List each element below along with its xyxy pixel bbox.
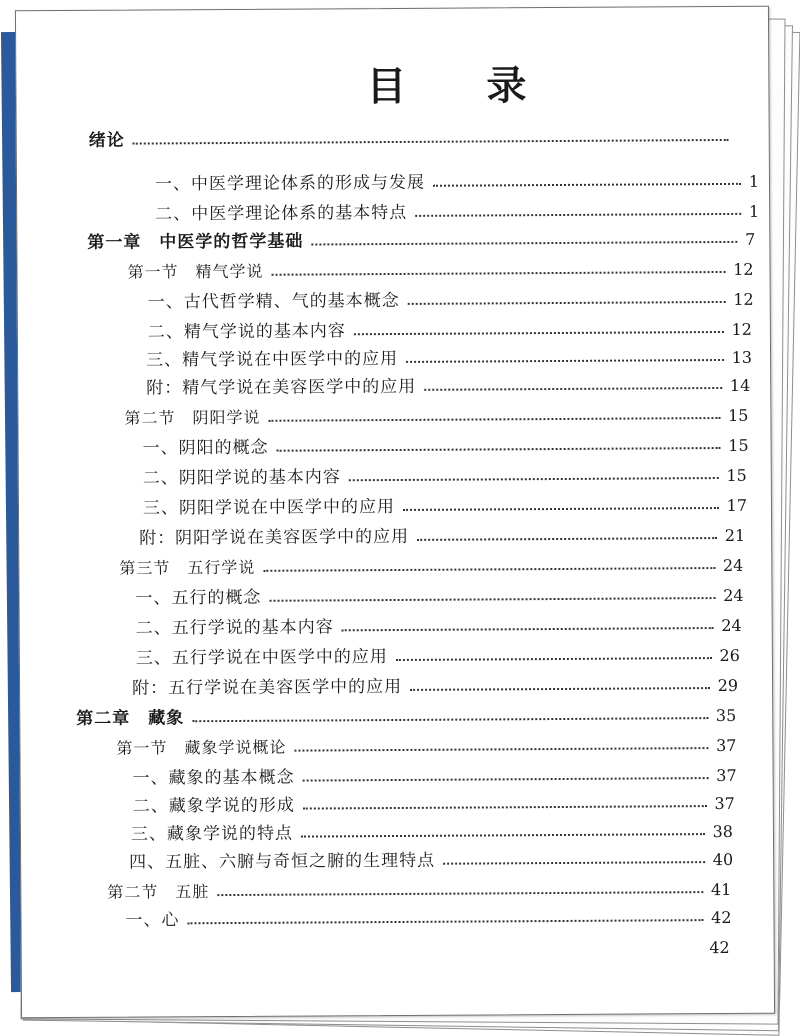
toc-entry (131, 815, 733, 845)
toc-entry-text: 一、阴阳的概念 (142, 437, 269, 459)
toc-entry (135, 579, 743, 609)
dot-leader (301, 833, 705, 837)
dot-leader (303, 777, 709, 781)
dot-leader (354, 331, 724, 335)
toc-entry-text: 三、五行学说在中医学中的应用 (135, 647, 388, 669)
dot-leader (188, 919, 704, 924)
toc-entry-page: 17 (726, 495, 748, 515)
toc-entry (148, 283, 754, 313)
toc-entry-chapter (87, 223, 755, 253)
toc-entry-page: 29 (717, 675, 739, 696)
toc-entry-text: 第一节 精气学说 (127, 261, 264, 282)
dot-leader (424, 387, 722, 391)
toc-entry (148, 313, 752, 343)
toc-entry-appendix (132, 669, 738, 699)
dot-leader (192, 717, 708, 722)
toc-entry-page: 40 (712, 849, 734, 870)
title-char: 录 (486, 63, 527, 110)
toc-entry-section (124, 399, 748, 429)
toc-entry-page: 24 (723, 585, 744, 605)
toc-entry-page: 12 (731, 319, 752, 339)
toc-entry-text: 第二节 阴阳学说 (124, 407, 261, 428)
page-title (366, 54, 526, 112)
toc-entry-appendix (139, 519, 745, 549)
dot-leader (217, 891, 703, 896)
toc-entry-chapter (76, 699, 736, 729)
dot-leader (408, 301, 726, 305)
toc-entry-page: 42 (709, 937, 730, 958)
dot-leader (294, 747, 708, 752)
dot-leader (133, 139, 729, 145)
dot-leader (433, 183, 741, 187)
dot-leader (134, 951, 702, 954)
toc-entry-appendix (146, 369, 750, 399)
toc-entry-text: 二、精气学说的基本内容 (147, 321, 346, 343)
toc-entry-page: 7 (745, 229, 756, 249)
toc-entry-page: 1 (748, 171, 760, 191)
toc-entry-text: 第一章 中医学的哲学基础 (87, 231, 304, 253)
toc-entry-page: 37 (716, 765, 737, 786)
toc-entry-page: 24 (722, 555, 744, 575)
toc-entry-text: 四、五脏、六腑与奇恒之腑的生理特点 (129, 850, 436, 873)
dot-leader (443, 861, 705, 865)
toc-entry-page: 38 (712, 821, 734, 842)
toc-entry-page: 35 (715, 705, 737, 726)
toc-entry-text: 三、精气学说在中医学中的应用 (146, 348, 399, 371)
toc-entry (125, 901, 731, 931)
toc-entry-text: 三、藏象学说的特点 (130, 823, 294, 845)
dot-leader (270, 597, 716, 602)
toc-entry-text: 第二节 五脏 (107, 882, 210, 902)
toc-entry-page: 15 (727, 405, 749, 425)
toc-entry-page: 13 (731, 347, 753, 367)
toc-entry (143, 489, 747, 519)
toc-entry (136, 639, 740, 669)
dot-leader (406, 359, 724, 363)
toc-entry-text: 二、阴阳学说的基本内容 (142, 467, 341, 489)
dot-leader (342, 627, 714, 631)
dot-leader (396, 657, 712, 661)
toc-entry-text: 绪论 (88, 130, 125, 151)
dot-leader (311, 241, 737, 246)
dot-leader (415, 213, 741, 217)
toc-entry-text: 一、中医学理论体系的形成与发展 (154, 172, 426, 195)
dot-leader (410, 687, 710, 691)
toc-entry-text: 一、心 (125, 910, 180, 931)
toc-entry (136, 609, 742, 639)
toc-entry-section (127, 253, 753, 283)
toc-page (15, 6, 775, 1019)
toc-entry (129, 843, 733, 873)
toc-entry-section (107, 873, 731, 903)
dot-leader (417, 537, 717, 541)
toc-entry-text: 第二章 藏象 (76, 708, 185, 729)
toc-entry (155, 195, 759, 225)
toc-entry-page: 15 (726, 465, 747, 485)
dot-leader (268, 417, 720, 422)
toc-entry-page: 15 (728, 435, 749, 455)
dot-leader (349, 477, 719, 481)
toc-entry-text: 第三节 五行学说 (119, 557, 256, 578)
toc-entry (133, 787, 735, 817)
dot-leader (303, 805, 707, 809)
toc-entry-page: 12 (733, 259, 754, 279)
toc-entry-text: 二、五行学说的基本内容 (135, 617, 334, 639)
toc-entry (126, 931, 730, 961)
toc-entry-page: 37 (716, 735, 737, 756)
toc-entry-page: 21 (724, 525, 746, 545)
toc-entry-page: 24 (721, 615, 742, 636)
toc-entry-text: 一、藏象的基本概念 (132, 767, 295, 789)
toc-entry (143, 459, 747, 489)
toc-entry-page: 37 (714, 793, 735, 814)
toc-entry-text: 一、古代哲学精、气的基本概念 (147, 290, 400, 313)
dot-leader (272, 271, 726, 276)
title-char: 目 (366, 63, 407, 111)
toc-entry-section (116, 729, 736, 759)
toc-entry-page: 12 (733, 289, 754, 309)
toc-entry-introduction (89, 121, 737, 151)
toc-entry-text: 附：精气学说在美容医学中的应用 (146, 376, 417, 399)
toc-entry-text: 附：五行学说在美容医学中的应用 (132, 676, 403, 699)
toc-entry-section (119, 549, 743, 579)
toc-entry (155, 165, 759, 195)
toc-entry (133, 759, 737, 789)
toc-entry-page: 14 (729, 375, 751, 395)
toc-entry-text: 二、藏象学说的形成 (132, 795, 295, 817)
toc-entry-page: 41 (710, 879, 732, 900)
toc-entry-page: 42 (711, 907, 732, 928)
toc-entry (146, 341, 752, 371)
toc-entry-text: 一、五行的概念 (135, 587, 262, 609)
toc-entry (143, 429, 749, 459)
dot-leader (263, 567, 715, 572)
dot-leader (403, 507, 719, 511)
toc-entry-page: 26 (719, 645, 740, 666)
toc-entry-text: 附：阴阳学说在美容医学中的应用 (139, 526, 410, 549)
toc-entry-page: 1 (748, 201, 760, 221)
dot-leader (277, 447, 721, 452)
toc-entry-text: 三、阴阳学说在中医学中的应用 (142, 497, 396, 519)
toc-entry-text: 二、中医学理论体系的基本特点 (155, 202, 408, 225)
toc-entry-text: 第一节 藏象学说概论 (116, 737, 287, 758)
